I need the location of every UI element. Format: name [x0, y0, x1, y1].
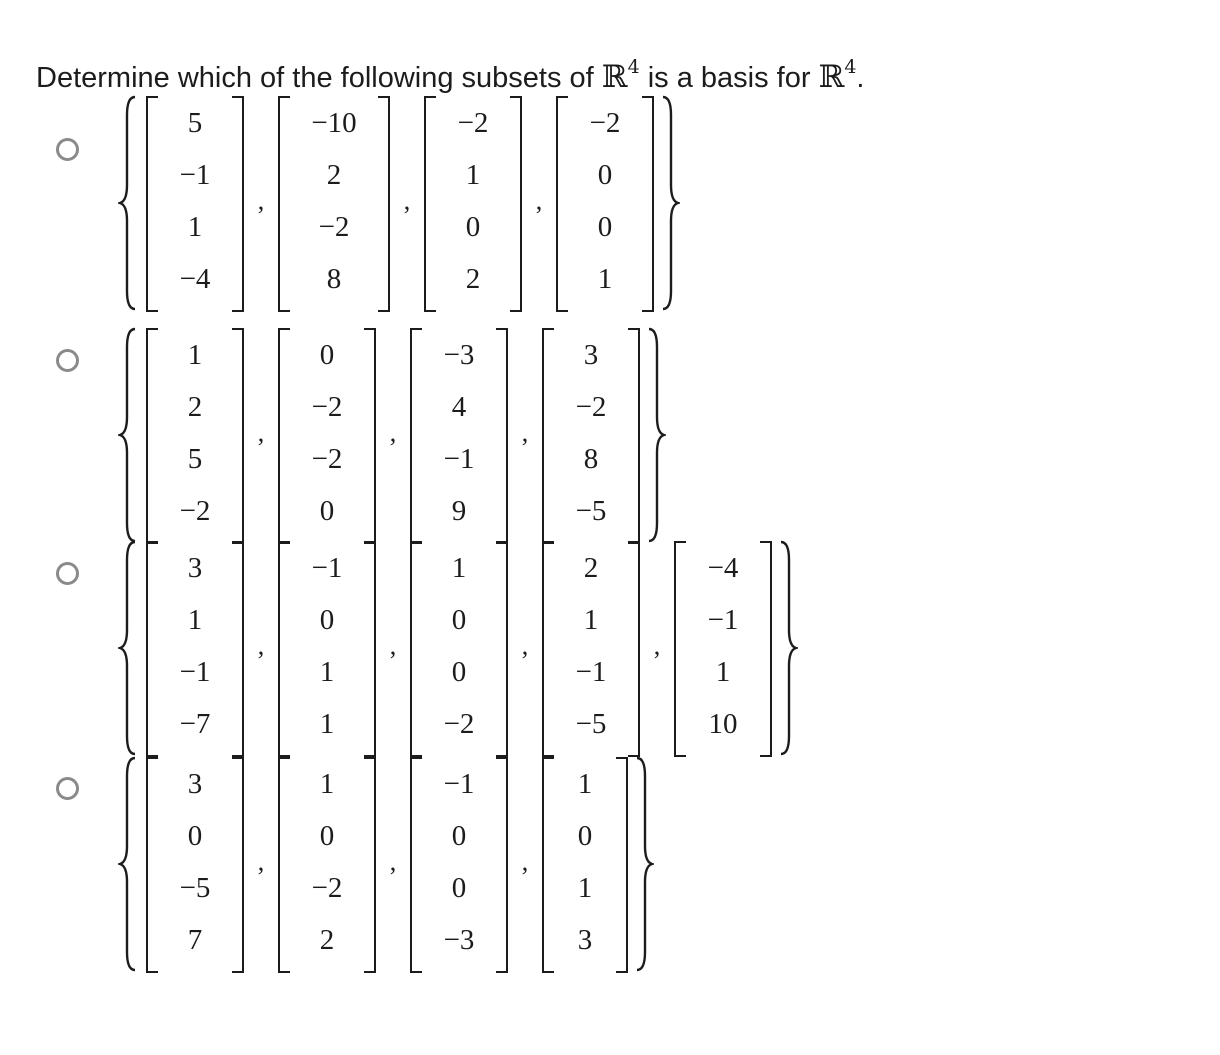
separator-comma: ,	[257, 847, 265, 876]
vector-entry: 2	[319, 924, 335, 956]
separator-comma: ,	[257, 631, 265, 660]
vector-entry: −1	[311, 552, 343, 584]
vector-entry: −2	[575, 391, 607, 423]
vector-entry: −10	[311, 107, 357, 139]
vector-separator	[376, 633, 410, 663]
vector-entry: −1	[179, 656, 211, 688]
vector-entry: −3	[443, 339, 475, 371]
vector-entry: −2	[318, 211, 350, 243]
option-2-vector-set[interactable]	[118, 325, 666, 545]
column-vector	[424, 96, 522, 310]
vector-entry: 3	[577, 924, 593, 956]
column-vector	[146, 328, 244, 542]
vector-entry: 2	[326, 159, 342, 191]
vector-entry: 1	[451, 552, 467, 584]
separator-comma: ,	[257, 186, 265, 215]
vector-separator	[244, 188, 278, 218]
option-4-vector-set[interactable]	[118, 754, 654, 974]
column-vector	[146, 541, 244, 755]
vector-entry: 8	[583, 443, 599, 475]
vector-separator	[508, 849, 542, 879]
vector-entry: −2	[443, 708, 475, 740]
space-symbol: ℝ	[601, 59, 628, 95]
right-brace	[634, 754, 654, 974]
vector-entry: −5	[575, 495, 607, 527]
option-1-radio[interactable]	[56, 138, 79, 161]
separator-comma: ,	[521, 847, 529, 876]
vector-entry: 10	[708, 708, 738, 740]
separator-comma: ,	[521, 418, 529, 447]
vector-entry: −2	[457, 107, 489, 139]
vector-entry: 2	[187, 391, 203, 423]
question-suffix: .	[856, 62, 865, 94]
vector-entry: 7	[187, 924, 203, 956]
separator-comma: ,	[389, 847, 397, 876]
vector-entry: −5	[575, 708, 607, 740]
space-symbol: ℝ	[818, 59, 845, 95]
vector-entry: 4	[451, 391, 467, 423]
right-brace	[646, 325, 666, 545]
vector-entry: −4	[707, 552, 739, 584]
column-vector	[542, 541, 640, 755]
left-brace	[118, 538, 138, 758]
separator-comma: ,	[653, 631, 661, 660]
vector-separator	[244, 420, 278, 450]
column-vector	[278, 96, 390, 310]
separator-comma: ,	[389, 631, 397, 660]
vector-entry: 5	[187, 107, 203, 139]
vector-entry: −2	[311, 872, 343, 904]
vector-entry: −2	[311, 443, 343, 475]
vector-entry: 1	[577, 768, 593, 800]
vector-entry: 1	[187, 604, 203, 636]
column-vector	[410, 328, 508, 542]
column-vector	[146, 757, 244, 971]
right-brace	[660, 93, 680, 313]
vector-entry: 9	[451, 495, 467, 527]
question-prefix: Determine which of the following subsets of	[36, 62, 602, 94]
column-vector	[278, 757, 376, 971]
column-vector	[674, 541, 772, 755]
space-exponent: 4	[844, 56, 857, 78]
vector-entry: −1	[707, 604, 739, 636]
column-vector	[278, 541, 376, 755]
vector-entry: 0	[597, 211, 613, 243]
vector-entry: 1	[597, 263, 613, 295]
vector-separator	[390, 188, 424, 218]
vector-entry: 3	[187, 768, 203, 800]
vector-entry: 0	[319, 820, 335, 852]
column-vector	[556, 96, 654, 310]
vector-entry: 5	[187, 443, 203, 475]
vector-entry: 1	[187, 211, 203, 243]
column-vector	[542, 328, 640, 542]
option-3-vector-set[interactable]	[118, 538, 798, 758]
vector-separator	[508, 420, 542, 450]
vector-entry: 2	[465, 263, 481, 295]
vector-entry: 1	[577, 872, 593, 904]
vector-separator	[244, 633, 278, 663]
question-text	[36, 56, 864, 95]
vector-entry: −3	[443, 924, 475, 956]
vector-entry: −2	[179, 495, 211, 527]
option-4-radio[interactable]	[56, 777, 79, 800]
vector-entry: 0	[597, 159, 613, 191]
vector-entry: 1	[187, 339, 203, 371]
vector-entry: 1	[319, 768, 335, 800]
column-vector	[410, 757, 508, 971]
option-3-radio[interactable]	[56, 562, 79, 585]
vector-entry: 0	[451, 820, 467, 852]
vector-entry: 3	[187, 552, 203, 584]
vector-entry: 1	[583, 604, 599, 636]
left-brace	[118, 93, 138, 313]
vector-entry: −2	[589, 107, 621, 139]
vector-entry: 1	[319, 656, 335, 688]
vector-entry: 2	[583, 552, 599, 584]
vector-entry: −1	[443, 443, 475, 475]
vector-entry: 0	[319, 604, 335, 636]
vector-separator	[376, 420, 410, 450]
separator-comma: ,	[389, 418, 397, 447]
vector-entry: 0	[187, 820, 203, 852]
vector-entry: −1	[575, 656, 607, 688]
vector-entry: 3	[583, 339, 599, 371]
vector-entry: 0	[465, 211, 481, 243]
separator-comma: ,	[535, 186, 543, 215]
option-1-vector-set[interactable]	[118, 93, 680, 313]
vector-separator	[640, 633, 674, 663]
column-vector	[410, 541, 508, 755]
separator-comma: ,	[257, 418, 265, 447]
vector-entry: 0	[577, 820, 593, 852]
vector-entry: 0	[451, 656, 467, 688]
vector-separator	[376, 849, 410, 879]
right-brace	[778, 538, 798, 758]
vector-entry: −5	[179, 872, 211, 904]
vector-entry: 0	[451, 872, 467, 904]
vector-entry: 0	[319, 495, 335, 527]
vector-entry: −7	[179, 708, 211, 740]
left-brace	[118, 325, 138, 545]
vector-separator	[522, 188, 556, 218]
column-vector	[278, 328, 376, 542]
vector-entry: 8	[326, 263, 342, 295]
vector-entry: 0	[319, 339, 335, 371]
left-brace	[118, 754, 138, 974]
option-2-radio[interactable]	[56, 349, 79, 372]
vector-entry: 1	[715, 656, 731, 688]
space-exponent: 4	[627, 56, 640, 78]
vector-separator	[508, 633, 542, 663]
column-vector	[542, 757, 628, 971]
separator-comma: ,	[403, 186, 411, 215]
vector-separator	[244, 849, 278, 879]
column-vector	[146, 96, 244, 310]
vector-entry: 0	[451, 604, 467, 636]
separator-comma: ,	[521, 631, 529, 660]
vector-entry: −1	[179, 159, 211, 191]
vector-entry: −2	[311, 391, 343, 423]
vector-entry: −4	[179, 263, 211, 295]
question-middle: is a basis for	[639, 62, 819, 94]
vector-entry: −1	[443, 768, 475, 800]
vector-entry: 1	[465, 159, 481, 191]
vector-entry: 1	[319, 708, 335, 740]
